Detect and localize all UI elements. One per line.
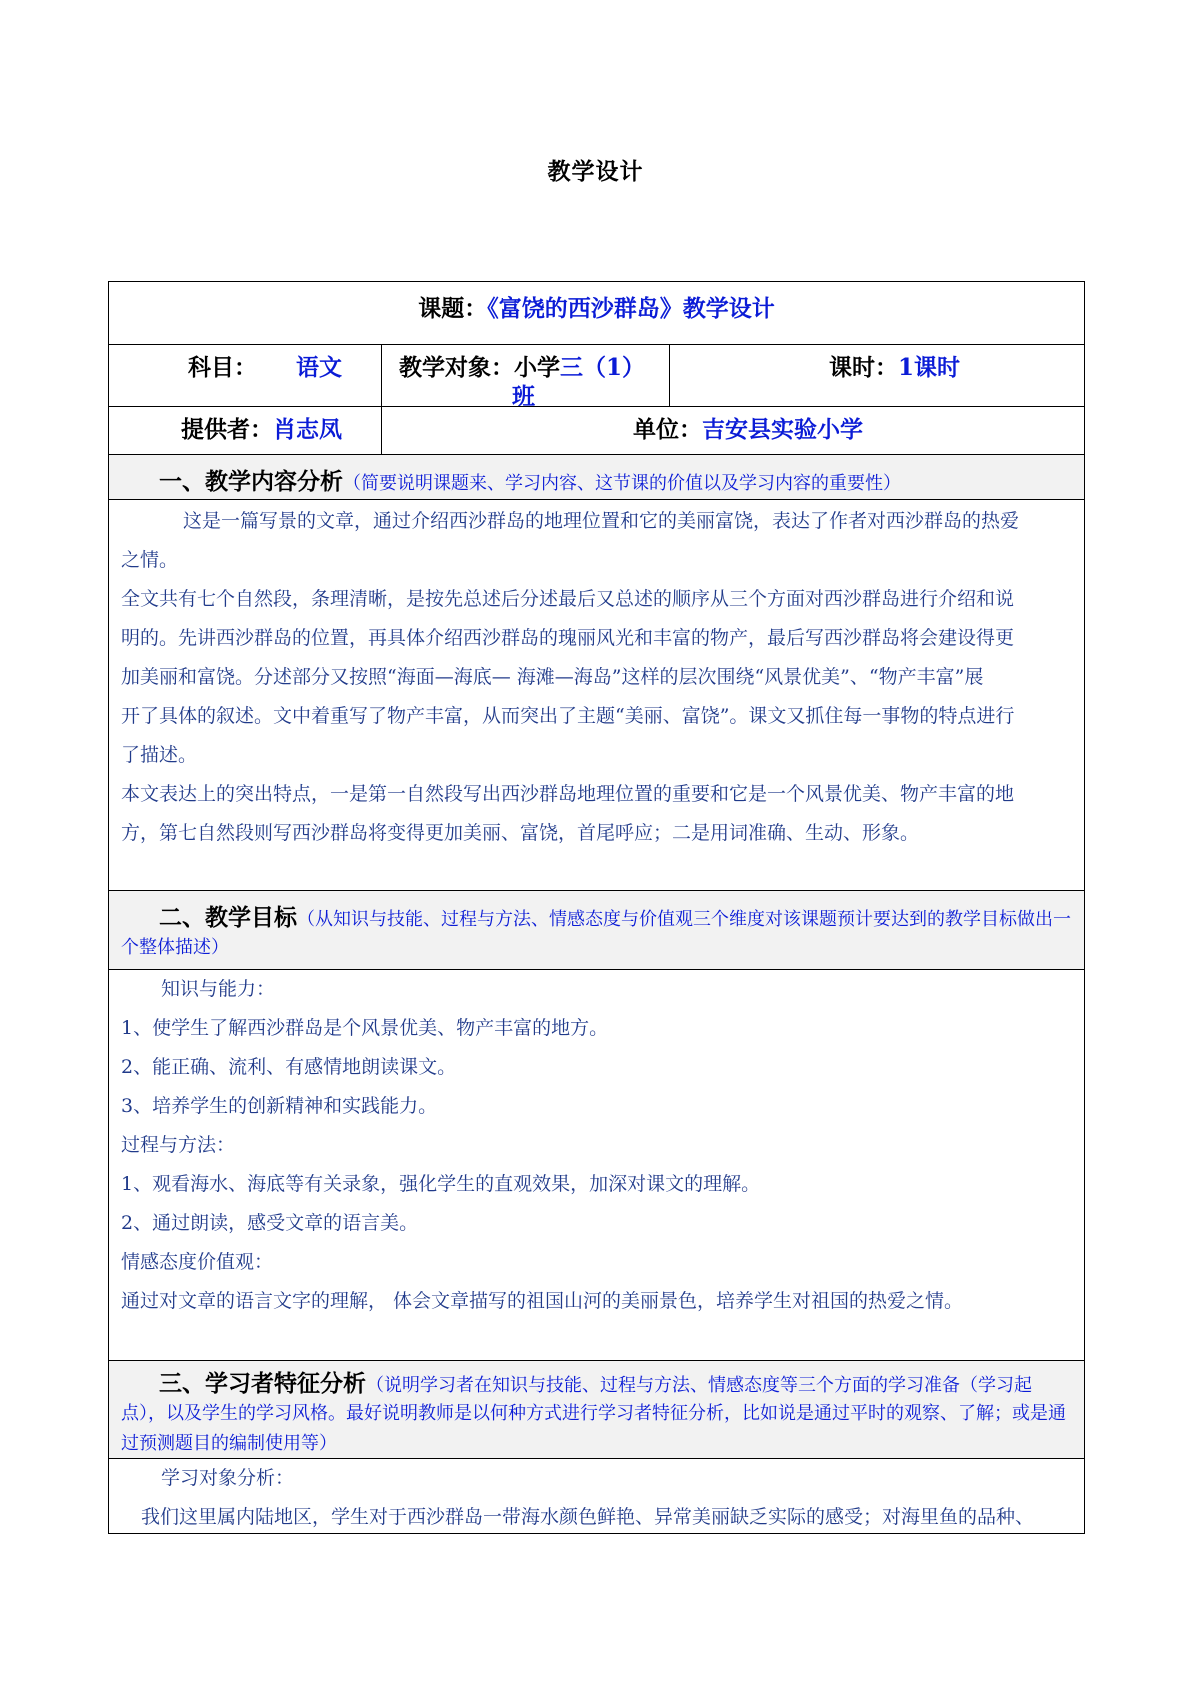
section-3-body [109,1458,1084,1535]
paragraph-line: 之情。 [121,549,179,571]
paragraph-line: 2、通过朗读，感受文章的语言美。 [121,1212,419,1234]
target-value-3: 班 [512,383,535,410]
paragraph-line: 加美丽和富饶。分述部分又按照“海面—海底— 海滩—海岛”这样的层次围绕“风景优美”、“物产丰富”展 [121,666,984,688]
paragraph-line: 开了具体的叙述。文中着重写了物产丰富，从而突出了主题“美丽、富饶”。课文又抓住每一事物的特点进行 [121,705,1015,727]
paragraph-line: 学习对象分析： [161,1467,295,1489]
topic-label: 课题： [418,295,488,322]
section-3-heading [159,1365,1032,1398]
target-value-1: 小学 [514,354,560,381]
provider-cell [181,411,342,444]
paragraph-line: 知识与能力： [161,978,276,1000]
section-3-note-cont: 过预测题目的编制使用等） [121,1433,337,1454]
target-value-2: 三（1） [560,354,646,381]
paragraph-line: 3、培养学生的创新精神和实践能力。 [121,1095,438,1117]
topic-cell [109,290,1084,323]
topic-row [109,282,1084,344]
paragraph-line: 通过对文章的语言文字的理解， 体会文章描写的祖国山河的美丽景色，培养学生对祖国的热爱之情。 [121,1290,964,1312]
paragraph-line: 本文表达上的突出特点，一是第一自然段写出西沙群岛地理位置的重要和它是一个风景优美、物产丰富的地 [121,783,1015,805]
section-1-text [121,502,1074,853]
paragraph-line: 方，第七自然段则写西沙群岛将变得更加美丽、富饶，首尾呼应；二是用词准确、生动、形象。 [121,822,920,844]
section-2-title: 二、教学目标 [159,904,297,931]
section-2-header [109,890,1084,969]
info-row-1 [109,344,1084,410]
divider [669,345,670,407]
hours-cell [829,349,960,382]
hours-value: 1课时 [898,354,961,381]
paragraph-line: 这是一篇写景的文章，通过介绍西沙群岛的地理位置和它的美丽富饶，表达了作者对西沙群岛的热爱 [183,510,1020,532]
paragraph-line: 明的。先讲西沙群岛的位置，再具体介绍西沙群岛的瑰丽风光和丰富的物产，最后写西沙群岛将会建设得更 [121,627,1015,649]
document-title: 教学设计 [547,158,644,185]
provider-value: 肖志凤 [273,416,342,443]
section-1-note: （简要说明课题来、学习内容、这节课的价值以及学习内容的重要性） [343,473,901,494]
section-2-body [109,969,1084,1360]
section-3-header [109,1360,1084,1458]
section-1-header [109,454,1084,499]
section-3-text [121,1459,1074,1537]
target-label: 教学对象： [399,354,514,381]
section-1-title: 一、教学内容分析 [159,468,343,495]
section-2-note-cont: 个整体描述） [121,937,229,958]
paragraph-line: 了描述。 [121,744,198,766]
section-2-heading [159,899,1071,932]
lesson-plan-table [108,281,1085,1534]
section-1-heading [159,463,901,496]
unit-cell [633,411,863,444]
section-3-note: （说明学习者在知识与技能、过程与方法、情感态度等三个方面的学习准备（学习起 [366,1375,1032,1396]
provider-label: 提供者： [181,416,273,443]
section-3-note-cont: 点），以及学生的学习风格。最好说明教师是以何种方式进行学习者特征分析，比如说是通过平时的观察、了解；或是通 [121,1403,1066,1424]
subject-cell [188,349,257,382]
section-2-note: （从知识与技能、过程与方法、情感态度与价值观三个维度对该课题预计要达到的教学目标做出一 [297,909,1071,930]
unit-value: 吉安县实验小学 [702,416,863,443]
info-row-2 [109,406,1084,454]
paragraph-line: 过程与方法： [121,1134,236,1156]
divider [381,345,382,407]
paragraph-line: 1、观看海水、海底等有关录象，强化学生的直观效果，加深对课文的理解。 [121,1173,761,1195]
divider [381,407,382,455]
unit-label: 单位： [633,416,702,443]
subject-label: 科目： [188,354,257,381]
section-1-body [109,499,1084,890]
paragraph-line: 情感态度价值观： [121,1251,274,1273]
topic-value: 《富饶的西沙群岛》教学设计 [487,295,775,322]
paragraph-line: 1、使学生了解西沙群岛是个风景优美、物产丰富的地方。 [121,1017,609,1039]
paragraph-line: 2、能正确、流利、有感情地朗读课文。 [121,1056,457,1078]
hours-label: 课时： [829,354,898,381]
paragraph-line: 我们这里属内陆地区，学生对于西沙群岛一带海水颜色鲜艳、异常美丽缺乏实际的感受；对海里鱼的品种、 [141,1506,1035,1528]
subject-value: 语文 [296,354,342,381]
section-2-text [121,970,1074,1321]
section-3-title: 三、学习者特征分析 [159,1370,366,1397]
paragraph-line: 全文共有七个自然段，条理清晰，是按先总述后分述最后又总述的顺序从三个方面对西沙群岛进行介绍和说 [121,588,1015,610]
